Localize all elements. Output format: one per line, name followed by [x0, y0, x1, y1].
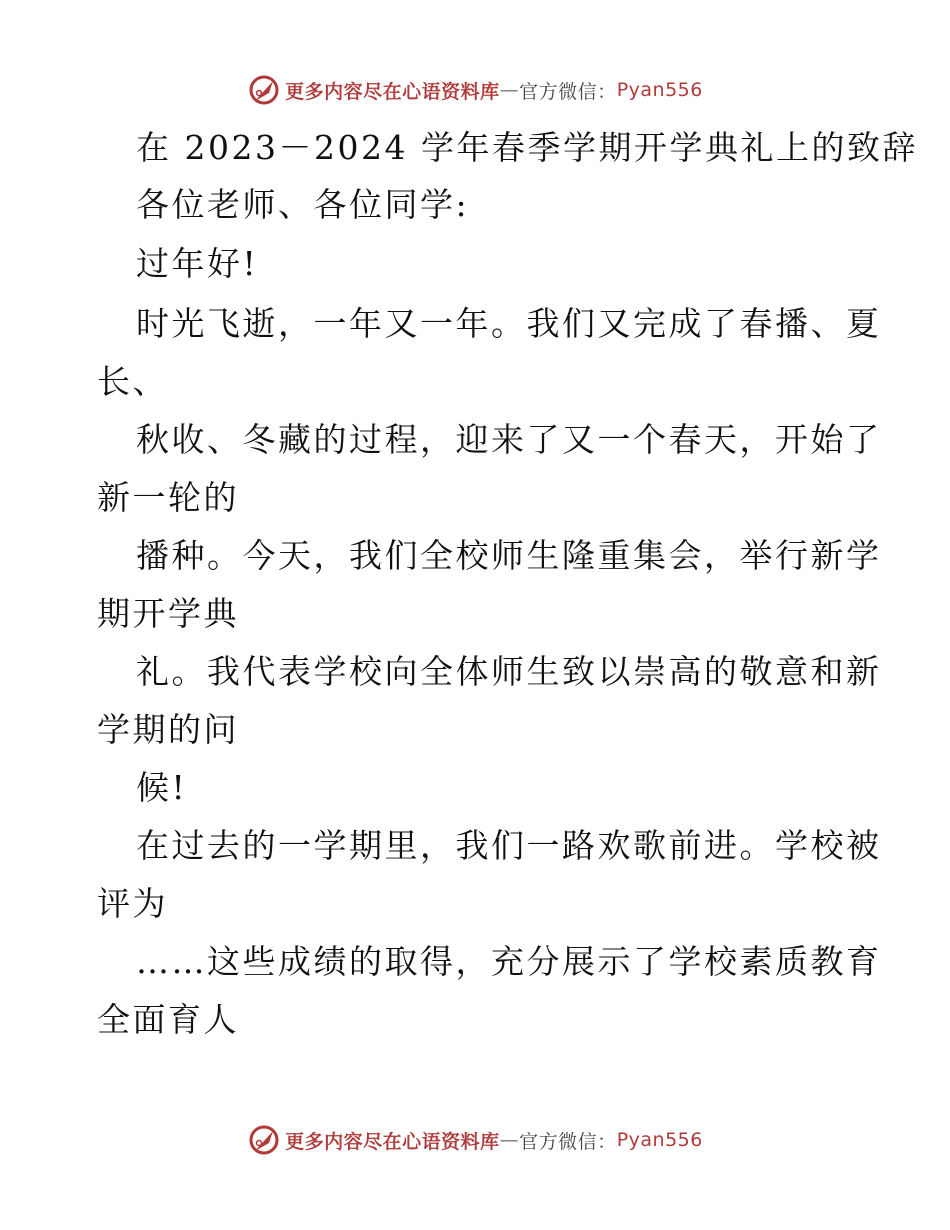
banner-sub-text: 官方微信	[519, 1130, 598, 1153]
banner-wechat-id: Pyan556	[616, 1129, 703, 1151]
salutation: 各位老师、各位同学:	[136, 185, 470, 224]
paragraph-line: 礼。我代表学校向全体师生致以崇高的敬意和新	[136, 652, 882, 691]
document-title: 在 2023－2024 学年春季学期开学典礼上的致辞	[136, 128, 918, 167]
greeting: 过年好!	[136, 244, 259, 283]
banner-wechat-id: Pyan556	[616, 79, 703, 101]
quill-logo-icon	[247, 73, 281, 107]
quill-logo-icon	[247, 1123, 281, 1157]
paragraph-line: 新一轮的	[97, 478, 239, 517]
paragraph-line: 候!	[136, 768, 188, 807]
banner-colon: ：	[597, 80, 617, 103]
banner-dash: —	[499, 79, 520, 101]
paragraph-line: 在过去的一学期里，我们一路欢歌前进。学校被	[136, 826, 882, 865]
banner-dash: —	[499, 1129, 520, 1151]
banner-main-text: 更多内容尽在心语资料库	[285, 80, 500, 103]
paragraph-line: 秋收、冬藏的过程，迎来了又一个春天，开始了	[136, 420, 882, 459]
paragraph-line: 期开学典	[97, 594, 239, 633]
banner-main-text: 更多内容尽在心语资料库	[285, 1130, 500, 1153]
banner-colon: ：	[597, 1130, 617, 1153]
paragraph-line: 播种。今天，我们全校师生隆重集会，举行新学	[136, 536, 882, 575]
paragraph-line: 评为	[97, 884, 168, 923]
paragraph-line: 学期的问	[97, 710, 239, 749]
banner-sub-text: 官方微信	[519, 80, 598, 103]
footer-banner	[0, 1120, 950, 1160]
paragraph-line: 时光飞逝，一年又一年。我们又完成了春播、夏	[136, 304, 882, 343]
paragraph-line: 全面育人	[97, 1000, 239, 1039]
header-banner	[0, 70, 950, 110]
paragraph-line: 长、	[97, 362, 168, 401]
paragraph-line: ……这些成绩的取得，充分展示了学校素质教育	[136, 942, 882, 981]
